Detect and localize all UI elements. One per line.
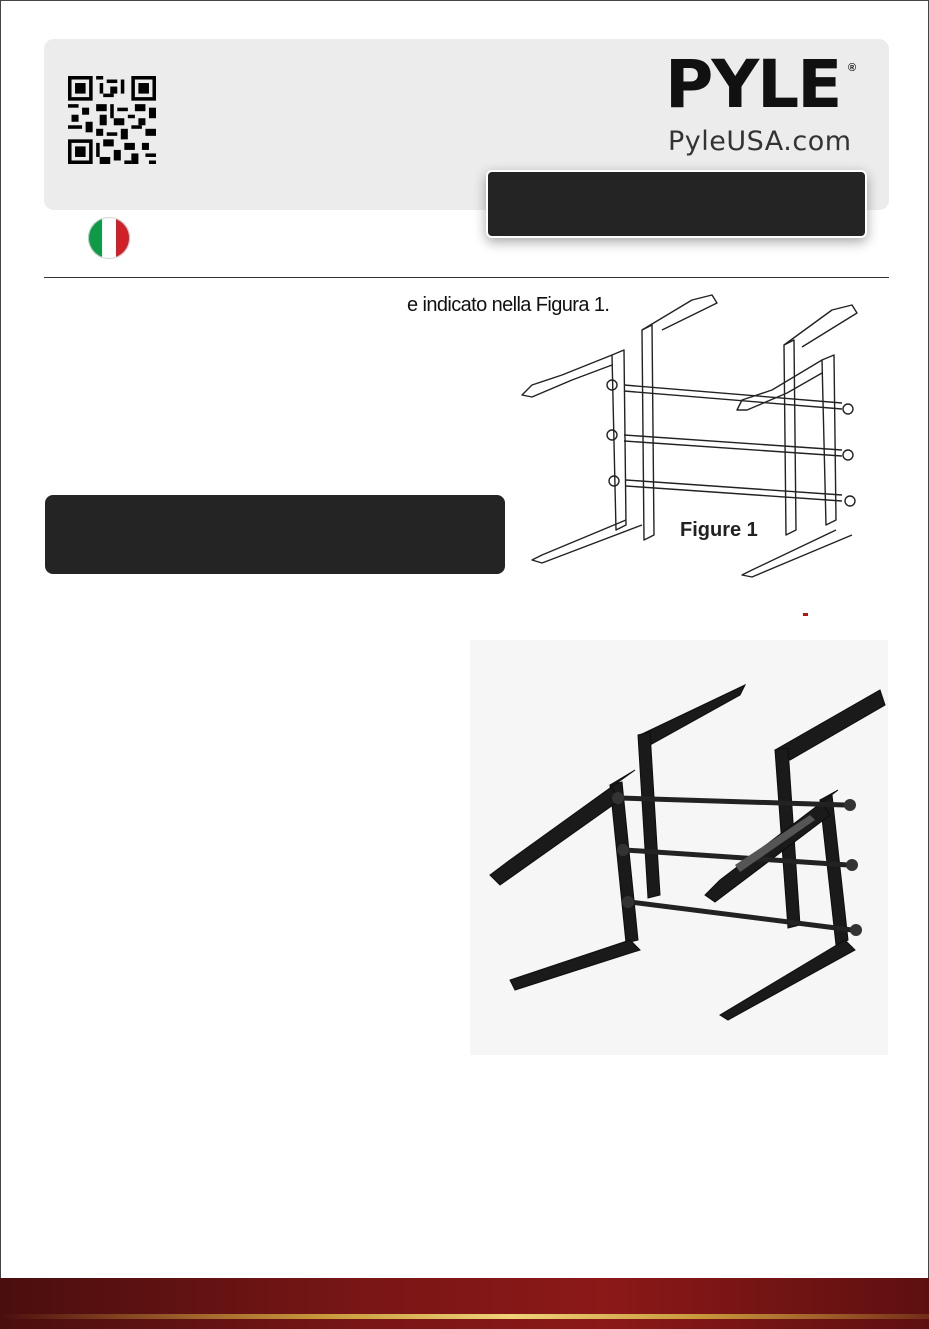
brand-website[interactable]: PyleUSA.com: [668, 126, 852, 157]
brand-logo: PYLE: [665, 46, 841, 123]
red-mark: [803, 613, 808, 616]
footer-band: [0, 1278, 929, 1329]
note-box: [45, 495, 505, 574]
figure-caption: Figure 1: [680, 519, 758, 541]
title-bar: [486, 170, 867, 238]
brand-block: [640, 48, 870, 158]
registered-mark: ®: [848, 62, 857, 74]
stand-photo: [470, 640, 888, 1055]
section-divider: [44, 277, 889, 278]
qr-code-icon: [68, 76, 156, 164]
intro-text: e indicato nella Figura 1.: [407, 294, 610, 316]
italy-flag-icon: [88, 217, 130, 259]
footer-accent-line: [0, 1314, 929, 1319]
